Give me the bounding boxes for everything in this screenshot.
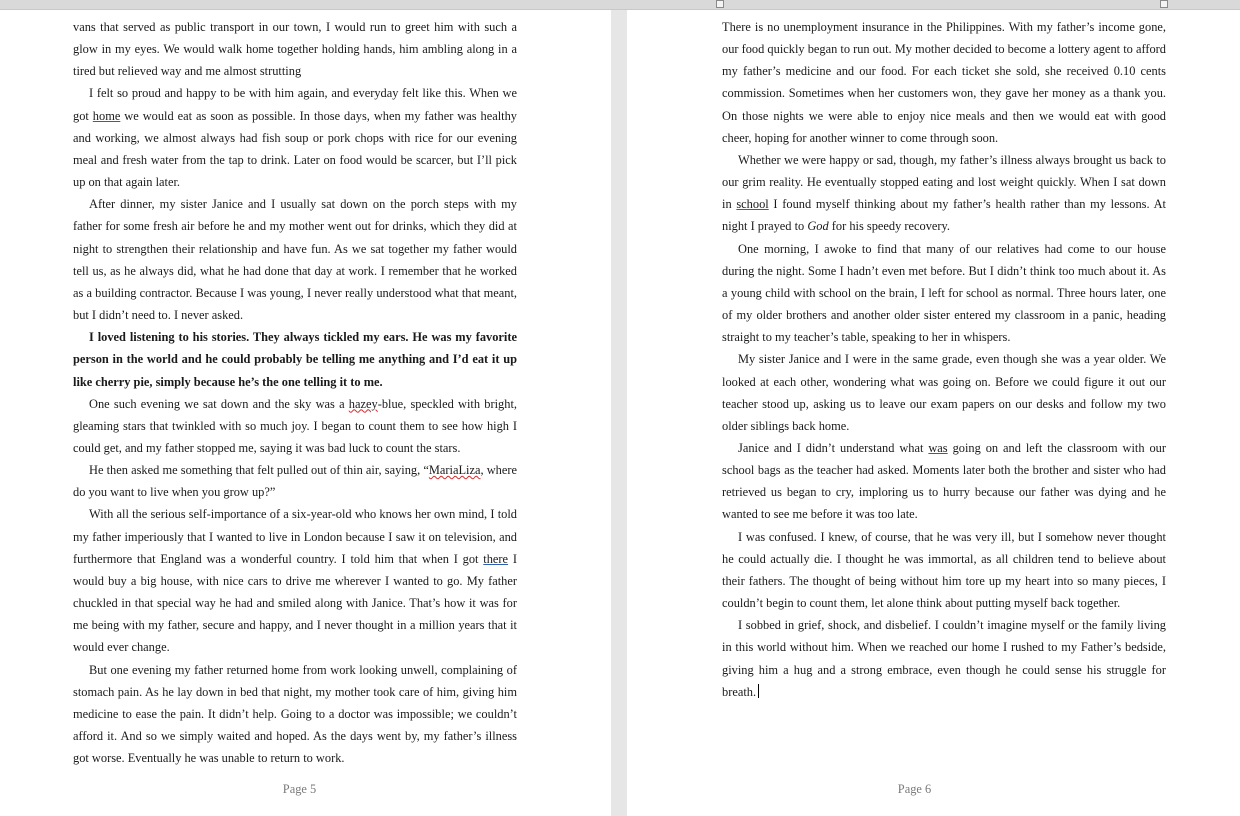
- paragraph: vans that served as public transport in our town, I would run to greet him with such a glow in my eyes. We would walk home together holding hands, him ambling along in a tired but relieved way and me almost strutting: [73, 20, 517, 79]
- text-run: Whether we were happy or sad, though, my father’s illness always brought us back to our grim reality. He eventually stopped eating and lost weight quickly. When I sat down in: [722, 152, 1166, 212]
- indent-marker-icon[interactable]: [716, 0, 724, 8]
- paragraph: After dinner, my sister Janice and I usually sat down on the porch steps with my father for some fresh air before he and my mother went out for drinks, which they did at night to strengthen their relationship and have fun. As we sat together my father would tell us, as he always did, what he had done that day at work. I remember that he worked as a building contractor. Because I was young, I never really understood what that meant, but I didn’t need to. I never asked.: [73, 197, 517, 323]
- text-run: -blue, speckled with bright, gleaming stars that twinkled with so much joy. I began to count them to see how high I could get, and my father stopped me, saying it was bad luck to count the stars.: [73, 396, 517, 455]
- paragraph: [73, 503, 517, 658]
- text-run: we would eat as soon as possible. In those days, when my father was healthy and working, we almost always had fish soup or pork chops with rice for our evening meal and fresh water from the tap to drink. Later on food would be scarcer, but I’ll pick up on that again later.: [73, 108, 517, 190]
- grammar-flag[interactable]: was: [928, 440, 948, 455]
- spelling-flag[interactable]: MariaLiza: [428, 463, 481, 478]
- paragraph: One morning, I awoke to find that many of our relatives had come to our house during the night. Some I hadn’t even met before. But I didn’t think too much about it. As a young child with school on the brain, I left for school as normal. Three hours later, one of my older brothers and another older sister entered my classroom in a panic, heading straight to my teacher’s table, speaking to her in whispers.: [722, 241, 1166, 345]
- paragraph: But one evening my father returned home from work looking unwell, complaining of stomach pain. As he lay down in bed that night, my mother took care of him, giving him medicine to ease the pain. It didn’t help. Going to a doctor was impossible; we couldn’t afford it. And so we simply waited and hoped. As the days went by, my father’s illness got worse. Eventually he was unable to return to work.: [73, 662, 517, 766]
- text-run: I would buy a big house, with nice cars to drive me wherever I wanted to go. My father chuckled in that special way he had and smiled along with Janice. That’s how it was for me being with my father, secure and happy, and I never thought in a million years that it would ever change.: [73, 551, 517, 655]
- grammar-flag[interactable]: home: [92, 108, 121, 123]
- paragraph: There is no unemployment insurance in the Philippines. With my father’s income gone, our food quickly began to run out. My mother decided to become a lottery agent to afford my father’s medicine and our food. For each ticket she sold, she received 0.10 cents commission. Sometimes when her customers won, they gave her money as a thank you. On those nights we were able to enjoy nice meals and then we would eat with good cheer, hoping for another winner to come through soon.: [722, 20, 1166, 145]
- grammar-flag[interactable]: school: [736, 197, 769, 212]
- paragraph: My sister Janice and I were in the same grade, even though she was a year older. We looked at each other, wondering what was going on. Before we could figure it out our teacher stood up, asking us to leave our exam papers on our desks and follow my two older siblings back home.: [722, 352, 1166, 433]
- text-run: , where do you want to live when you grow up?”: [73, 463, 517, 500]
- page-number-footer: Page 6: [897, 782, 932, 796]
- grammar-flag[interactable]: there: [483, 551, 509, 566]
- page-5[interactable]: [0, 10, 611, 816]
- text-run: I found myself thinking about my father’s health rather than my lessons. At night I prayed to: [722, 197, 1166, 234]
- text-cursor: [758, 684, 759, 698]
- paragraph-bold: I loved listening to his stories. They always tickled my ears. He was my favorite person in the world and he could probably be telling me anything and I’d eat it up like cherry pie, simply because he’s the one telling it to me.: [73, 330, 517, 389]
- paragraph: [722, 149, 1166, 238]
- text-run: for his speedy recovery.: [828, 219, 951, 234]
- page-body[interactable]: [73, 16, 517, 769]
- spelling-flag[interactable]: hazey: [348, 396, 378, 411]
- italic-text: God: [807, 219, 829, 234]
- page-number-footer: Page 5: [282, 782, 317, 796]
- text-run: I felt so proud and happy to be with him again, and everyday felt like this. When we got: [73, 86, 517, 123]
- text-run: One such evening we sat down and the sky was a: [89, 396, 349, 411]
- paragraph: [722, 614, 1166, 703]
- text-run: With all the serious self-importance of a six-year-old who knows her own mind, I told my father imperiously that I wanted to live in London because I saw it on television, and furthermore that England was a wonderful country. I told him that when I got: [73, 507, 517, 566]
- paragraph: [722, 437, 1166, 526]
- text-run: Janice and I didn’t understand what: [738, 440, 929, 455]
- paragraph: [73, 82, 517, 193]
- right-margin-marker-icon[interactable]: [1160, 0, 1168, 8]
- text-run: I sobbed in grief, shock, and disbelief. I couldn’t imagine myself or the family living in this world without him. When we reached our home I rushed to my Father’s bedside, giving him a hug and a strong embrace, even though he could sense his struggle for breath.: [722, 618, 1166, 699]
- text-run: He then asked me something that felt pulled out of thin air, saying, “: [89, 463, 429, 478]
- paragraph: [73, 459, 517, 503]
- top-ruler: [0, 0, 1240, 10]
- text-run: going on and left the classroom with our school bags as the teacher had asked. Moments later both the brother and sister who had retrieved us began to cry, imploring us to hurry because our father was dying and he wanted to see me before it was too late.: [722, 440, 1166, 522]
- page-body[interactable]: [722, 16, 1166, 703]
- paragraph: I was confused. I knew, of course, that he was very ill, but I somehow never thought he could actually die. I thought he was immortal, as all children tend to believe about their fathers. The thought of being without him tore up my heart into so many pieces, I couldn’t begin to count them, let alone think about putting myself back together.: [722, 529, 1166, 611]
- paragraph: [73, 393, 517, 459]
- page-6[interactable]: [627, 10, 1240, 816]
